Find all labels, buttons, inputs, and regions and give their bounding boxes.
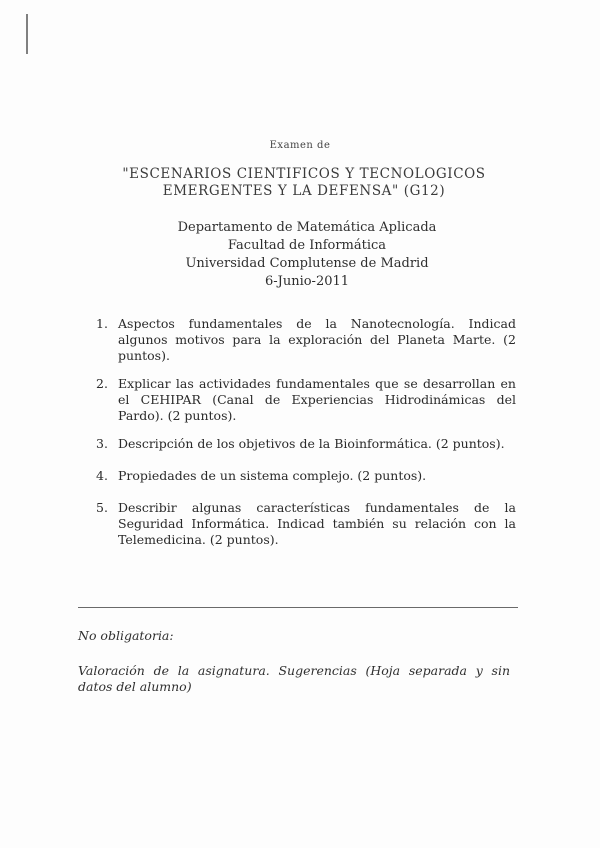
question-list <box>96 316 516 548</box>
question-number: 1. <box>96 316 108 331</box>
question-item <box>96 500 516 548</box>
question-number: 3. <box>96 436 108 451</box>
course-title-line-2: EMERGENTES Y LA DEFENSA" (G12) <box>162 183 446 199</box>
section-divider <box>78 607 518 608</box>
course-title-line-1: "ESCENARIOS CIENTIFICOS Y TECNOLOGICOS <box>122 166 486 182</box>
question-number: 4. <box>96 468 108 483</box>
faculty-name: Facultad de Informática <box>227 238 387 253</box>
question-item <box>96 468 516 484</box>
question-number: 5. <box>96 500 108 515</box>
question-number: 2. <box>96 376 108 391</box>
optional-text: Valoración de la asignatura. Sugerencias (Hoja separada y sin datos del alumno) <box>78 663 510 694</box>
exam-label: Examen de <box>269 140 331 151</box>
optional-label: No obligatoria: <box>78 628 174 643</box>
institution-block <box>0 219 600 291</box>
question-item <box>96 316 516 364</box>
department-name: Departamento de Matemática Aplicada <box>177 220 437 235</box>
question-text: Aspectos fundamentales de la Nanotecnología. Indicad algunos motivos para la exploración del Planeta Marte. (2 puntos). <box>118 316 516 363</box>
question-text: Descripción de los objetivos de la Bioinformática. (2 puntos). <box>118 436 505 451</box>
question-item <box>96 376 516 424</box>
scan-margin-mark <box>26 14 28 54</box>
question-text: Propiedades de un sistema complejo. (2 puntos). <box>118 468 427 483</box>
exam-date: 6-Junio-2011 <box>264 274 350 289</box>
question-text: Explicar las actividades fundamentales que se desarrollan en el CEHIPAR (Canal de Experiencias Hidrodinámicas del Pardo). (2 puntos). <box>118 376 516 423</box>
question-item <box>96 436 516 452</box>
course-title <box>0 166 600 200</box>
question-text: Describir algunas características fundamentales de la Seguridad Informática. Indicad también su relación con la Telemedicina. (2 puntos). <box>118 500 516 547</box>
university-name: Universidad Complutense de Madrid <box>185 256 429 271</box>
